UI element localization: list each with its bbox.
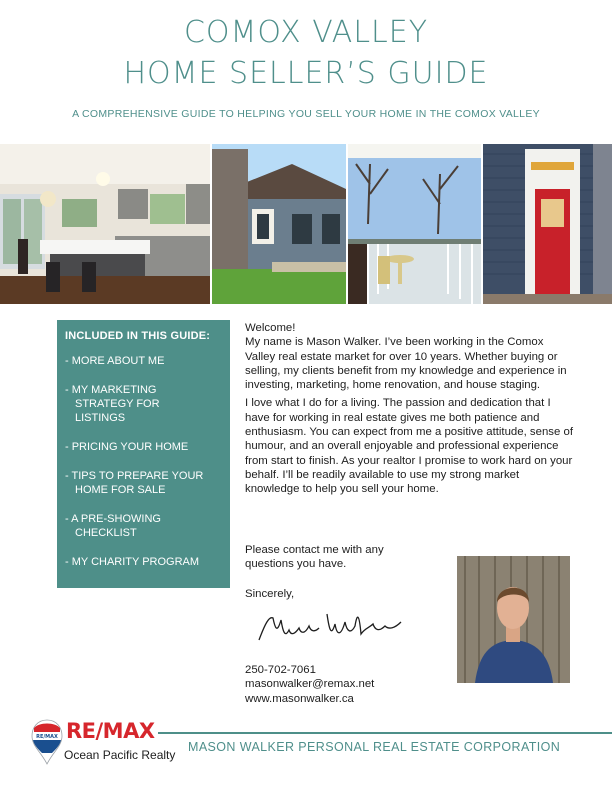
remax-wordmark: RE/MAX bbox=[66, 719, 155, 743]
front-door-photo bbox=[483, 144, 612, 304]
list-item: - PRICING YOUR HOME bbox=[65, 441, 189, 453]
kitchen-photo bbox=[0, 144, 210, 304]
contact-info bbox=[245, 663, 374, 706]
website-link: www.masonwalker.ca bbox=[245, 692, 354, 705]
footer-divider bbox=[158, 732, 612, 734]
phone-number: 250-702-7061 bbox=[245, 664, 316, 676]
list-item: - MY MARKETING STRATEGY FOR LISTINGS bbox=[65, 384, 160, 424]
remax-balloon-logo bbox=[31, 718, 63, 771]
list-item: - A PRE-SHOWING CHECKLIST bbox=[65, 513, 161, 539]
svg-text:RE/MAX: RE/MAX bbox=[36, 734, 58, 740]
welcome-letter bbox=[245, 321, 575, 501]
list-item: - MORE ABOUT ME bbox=[65, 355, 165, 367]
agent-portrait bbox=[457, 556, 570, 683]
office-name: Ocean Pacific Realty bbox=[64, 748, 176, 762]
contact-request: Please contact me with any questions you have. bbox=[245, 544, 384, 571]
guide-contents-list bbox=[65, 354, 222, 569]
letter-paragraph-2: I love what I do for a living. The passion and dedication that I have for working in real estate gives me both patience and enthusiasm. You can expect from me a positive attitude, sense of humour, and an overall enjoyable and professional experience from start to finish. As your realtor I promise to work hard on your behalf. I’ll be readily available to use my strong market knowledge to help you sell your home. bbox=[245, 397, 573, 496]
letter-greeting: Welcome! bbox=[245, 322, 296, 334]
list-item: - TIPS TO PREPARE YOUR HOME FOR SALE bbox=[65, 470, 204, 496]
guide-contents-sidebar bbox=[57, 320, 230, 588]
footer-company-name: MASON WALKER PERSONAL REAL ESTATE CORPORATION bbox=[188, 740, 561, 754]
letter-paragraph-1: My name is Mason Walker. I’ve been working in the Comox Valley real estate market for over 10 years. Whether buying or selling, my clients benefit from my knowledge and experience in investing, marketing, home renovation, and house staging. bbox=[245, 336, 567, 392]
sidebar-heading: INCLUDED IN THIS GUIDE: bbox=[65, 330, 211, 342]
list-item: - MY CHARITY PROGRAM bbox=[65, 556, 200, 568]
house-exterior-photo bbox=[212, 144, 346, 304]
deck-photo bbox=[348, 144, 481, 304]
title-line-2: HOME SELLER’S GUIDE bbox=[123, 56, 489, 91]
letter-closing: Sincerely, bbox=[245, 588, 295, 600]
subtitle: A COMPREHENSIVE GUIDE TO HELPING YOU SELL YOUR HOME IN THE COMOX VALLEY bbox=[72, 108, 540, 120]
signature bbox=[255, 604, 405, 657]
email-address: masonwalker@remax.net bbox=[245, 678, 375, 691]
title-line-1: COMOX VALLEY bbox=[183, 15, 429, 50]
